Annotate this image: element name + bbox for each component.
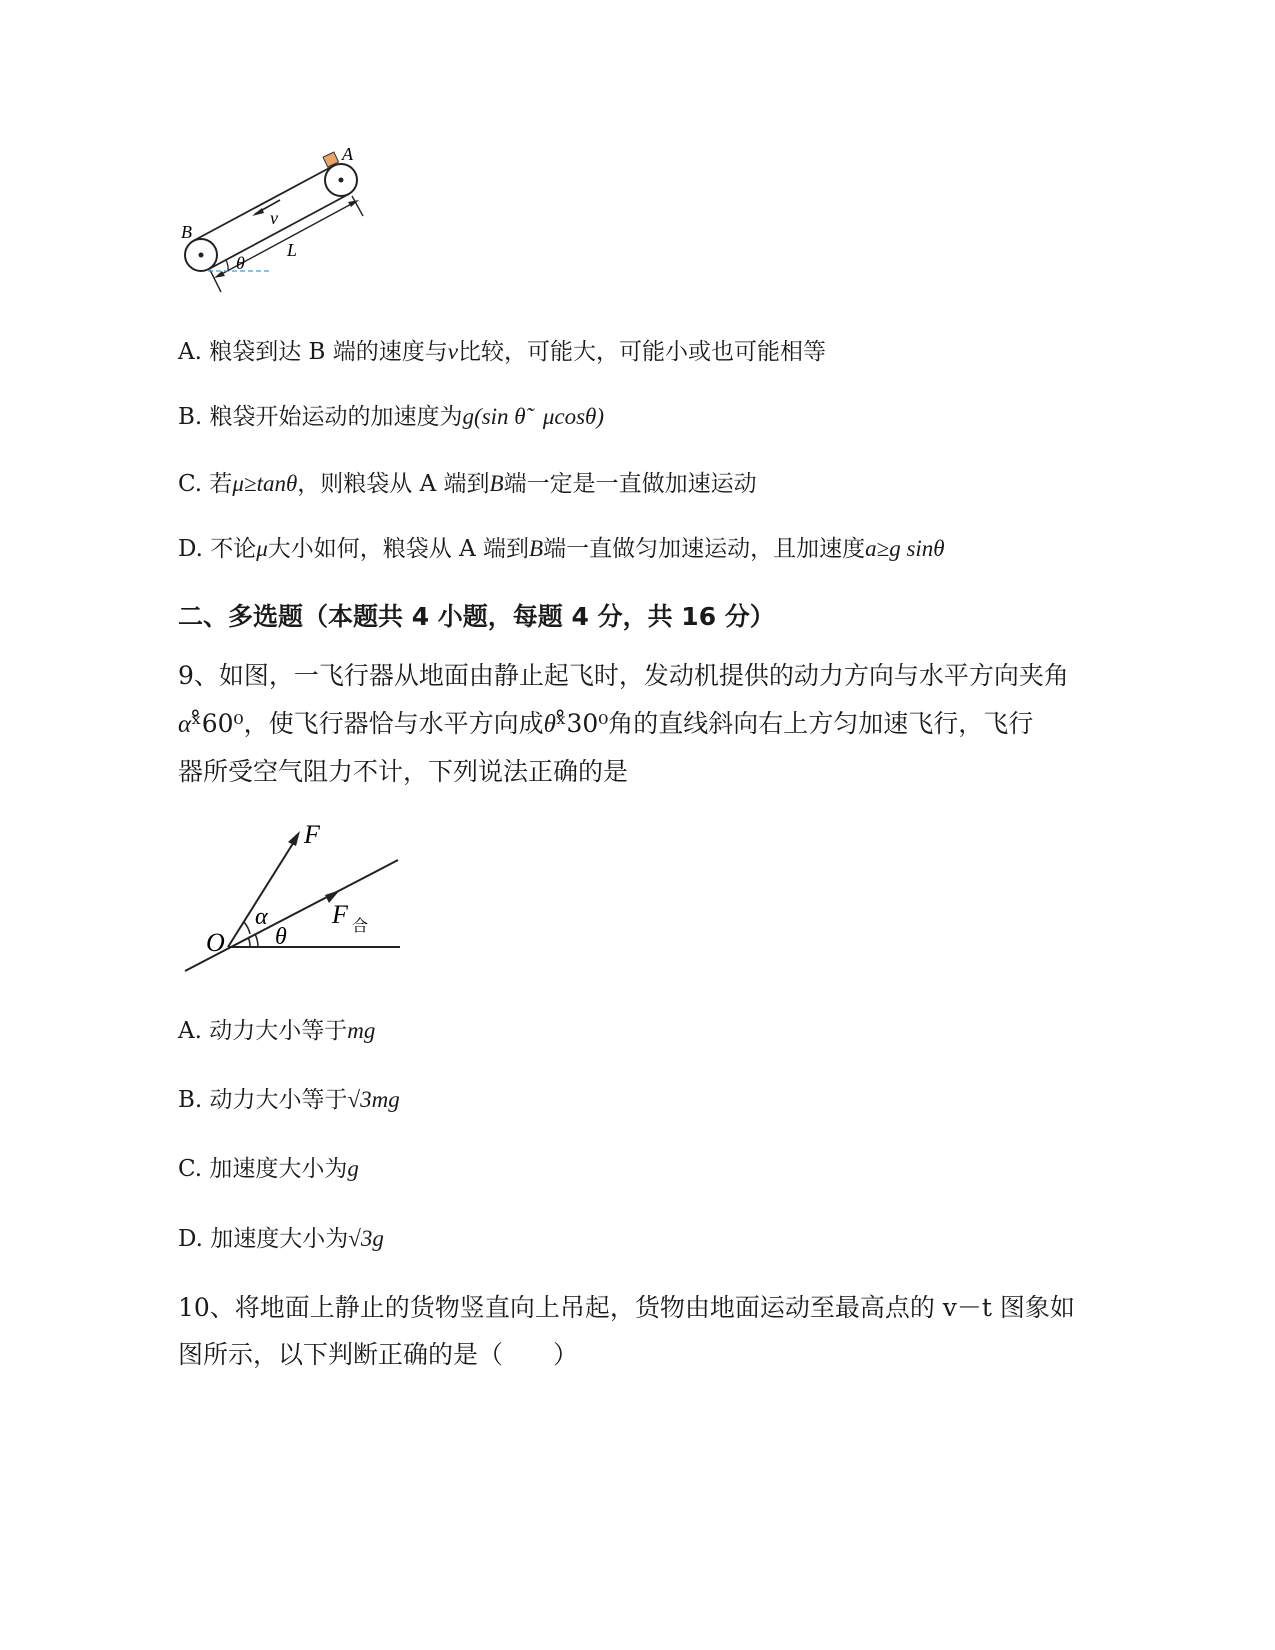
force-diagram [180,815,410,980]
label-f-he-sub: 合 [352,918,369,935]
q8-option-b: B. 粮袋开始运动的加速度为g(sin θ̃ μcosθ) [178,404,604,430]
q10-line-1: 10、将地面上静止的货物竖直向上吊起，货物由地面运动至最高点的 v－t 图象如 [178,1293,1075,1322]
label-theta: θ [275,924,287,950]
label-f: F [304,820,320,849]
section-heading: 二、多选题（本题共 4 小题，每题 4 分，共 16 分） [178,602,775,631]
conveyor-belt-figure [170,140,390,305]
q9-line-2: αˣ̊60⁰，使飞行器恰与水平方向成θˣ̊30⁰角的直线斜向右上方匀加速飞行，飞行 [178,709,1034,738]
q9-option-a: A. 动力大小等于mg [178,1018,376,1044]
q9-option-d: D. 加速度大小为√3g [178,1226,384,1252]
label-b: B [181,222,192,242]
q10-line-2: 图所示，以下判断正确的是（ ） [178,1340,579,1369]
label-o: O [206,928,225,957]
q9-line-1: 9、如图，一飞行器从地面由静止起飞时，发动机提供的动力方向与水平方向夹角 [178,661,1069,690]
q8-option-d: D. 不论μ大小如何，粮袋从 A 端到B端一直做匀加速运动，且加速度a≥g sinθ [178,536,945,562]
q9-option-c: C. 加速度大小为g [178,1156,359,1182]
label-a: A [342,144,353,164]
q8-option-c: C. 若μ≥tanθ，则粮袋从 A 端到B端一定是一直做加速运动 [178,471,757,497]
label-theta: θ [236,253,245,273]
label-alpha: α [255,904,268,930]
label-l: L [287,240,298,260]
q9-line-3: 器所受空气阻力不计，下列说法正确的是 [178,757,629,786]
label-f-he: F [332,900,348,929]
label-v: v [270,208,278,228]
q9-option-b: B. 动力大小等于√3mg [178,1087,400,1113]
q8-option-a: A. 粮袋到达 B 端的速度与v比较，可能大，可能小或也可能相等 [178,339,826,365]
